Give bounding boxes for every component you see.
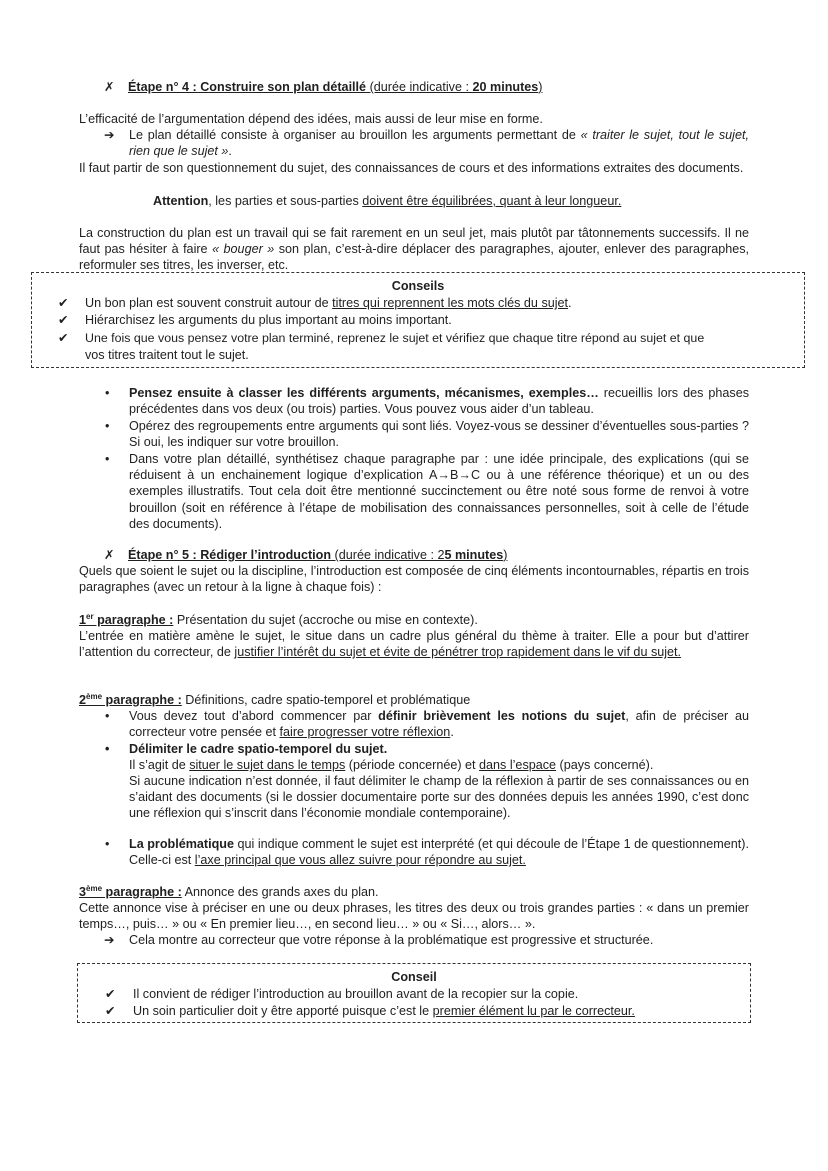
check-icon: ✔ xyxy=(58,331,69,345)
para1-label xyxy=(79,613,173,627)
attention-underlined: doivent être équilibrées, quant à leur longueur. xyxy=(362,194,622,208)
delimiter-espace: dans l’espace xyxy=(479,758,557,772)
etape4-duration-suffix: ) xyxy=(538,80,543,94)
check-icon: ✔ xyxy=(58,296,69,310)
etape5-duration-suffix: ) xyxy=(503,548,508,562)
arrow-mark-2: ➔ xyxy=(104,933,115,947)
conseil-title: Conseil xyxy=(391,970,437,984)
bullet-dot: • xyxy=(105,386,110,400)
definir-mid: , afin de préciser au correcteur votre pensée et xyxy=(129,709,749,740)
delimiter-pre: Il s’agit de xyxy=(129,758,190,772)
para3-heading xyxy=(79,884,749,900)
conseil-item-3-line1: Une fois que vous pensez votre plan terminé, reprenez le sujet et vérifiez que chaque titre répond au sujet et que xyxy=(85,331,705,345)
para2-bullet-delimiter xyxy=(105,741,749,757)
para1-num: 1 xyxy=(79,613,87,627)
conseil2-item-2 xyxy=(133,1003,743,1019)
conseil-box xyxy=(77,963,751,1023)
definir-pre: Vous devez tout d’abord commencer par xyxy=(129,709,379,723)
check-icon: ✔ xyxy=(58,313,69,327)
bullet-regroupements-text: Opérez des regroupements entre arguments qui sont liés. Voyez-vous se dessiner d’éventuelles sous-parties ? Si oui, les indiquer sur votre brouillon. xyxy=(129,419,749,450)
para1-body-underlined: justifier l’intérêt du sujet et évite de pénétrer trop rapidement dans le vif du sujet. xyxy=(234,645,682,660)
delimiter-mid: (période concernée) et xyxy=(345,758,480,772)
attention-text: , les parties et sous-parties xyxy=(208,194,363,208)
arrow-paragraph-plan xyxy=(129,127,749,159)
problematique-underlined: l’axe principal que vous allez suivre pour répondre au sujet. xyxy=(194,853,526,868)
para3-body: Cette annonce vise à préciser en une ou deux phrases, les titres des deux ou trois grandes parties : « dans un premier temps…, puis… » ou « En premier lieu…, en second lieu… » ou « Si…, alors… ». xyxy=(79,901,749,932)
para1-text: Présentation du sujet (accroche ou mise en contexte). xyxy=(173,613,478,627)
attention-bold: Attention xyxy=(153,194,209,208)
para3-label-text: paragraphe : xyxy=(102,885,182,899)
conseil2-item-1: Il convient de rédiger l’introduction au brouillon avant de la recopier sur la copie. xyxy=(133,987,579,1001)
conseils-title: Conseils xyxy=(391,279,445,293)
check-icon: ✔ xyxy=(105,987,116,1001)
para3-label xyxy=(79,885,182,899)
cross-marker: ✗ xyxy=(104,548,115,562)
delimiter-end: (pays concerné). xyxy=(556,758,654,772)
para1-body-pre: L’entrée en matière amène le sujet, le situe dans un cadre plus général du thème à traiter. Elle a pour but d’attirer l’attention du correcteur, de xyxy=(79,629,749,660)
bullet-dot: • xyxy=(105,742,110,756)
paragraph-quels: Quels que soient le sujet ou la discipline, l’introduction est composée de cinq éléments incontournables, répartis en trois paragraphes (avec un retour à la ligne à chaque fois) : xyxy=(79,564,749,595)
paragraph-construction xyxy=(79,225,749,274)
delimiter-line1 xyxy=(129,757,749,773)
para2-bullet-definir xyxy=(105,708,749,740)
arrow-end: . xyxy=(228,144,232,159)
para3-arrow-text: Cela montre au correcteur que votre réponse à la problématique est progressive et structurée. xyxy=(129,933,654,947)
attention-line xyxy=(153,193,753,209)
etape5-duration-prefix: (durée indicative : 2 xyxy=(331,548,445,562)
conseils-box xyxy=(31,272,805,368)
delimiter-temps: situer le sujet dans le temps xyxy=(189,758,346,772)
conseil-item-1 xyxy=(85,295,800,311)
conseil-item-3-line2: vos titres traitent tout le sujet. xyxy=(85,348,249,362)
definir-bold: définir brièvement les notions du sujet xyxy=(378,709,626,723)
conseil-item-1-pre: Un bon plan est souvent construit autour de xyxy=(85,296,333,310)
conseil2-item-2-underlined: premier élément lu par le correcteur. xyxy=(432,1004,635,1018)
bullet-item-regroupements xyxy=(105,418,749,450)
para2-num: 2 xyxy=(79,693,87,707)
bullet-item-classer xyxy=(105,385,749,417)
conseil2-item-2-pre: Un soin particulier doit y être apporté puisque c’est le xyxy=(133,1004,433,1018)
construction-italic: « bouger » xyxy=(212,242,275,257)
etape4-heading xyxy=(104,79,754,95)
paragraph-efficacite: L’efficacité de l’argumentation dépend des idées, mais aussi de leur mise en forme. xyxy=(79,112,543,126)
bullet-plan-detaille-text: Dans votre plan détaillé, synthétisez chaque paragraphe par : une idée principale, des explications (qui se réduisent à un enchainement logique d’explication A→B→C ou à une référence théorique) et un ou des exemples illustratifs. Tout cela doit être mentionné succinctement ou être noté sous forme de renvoi à votre brouillon (soit en référence à l’étape de mobilisation des connaissances personnelles, soit à celle de l’étude des documents). xyxy=(129,452,749,531)
delimiter-line2: Si aucune indication n’est donnée, il faut délimiter le champ de la réflexion à partir de ses connaissances ou en s’aidant des documents (si le dossier documentaire porte sur des données depuis les années 1990, c’est donc une réflexion qui s’inscrit dans l’économie mondiale contemporaine). xyxy=(129,774,749,821)
conseil-item-2: Hiérarchisez les arguments du plus important au moins important. xyxy=(85,313,452,327)
bullet-classer-text: recueillis lors des phases précédentes dans vos deux (ou trois) parties. Vous pouvez vous aider d’un tableau. xyxy=(129,386,749,417)
para2-bullet-problematique xyxy=(105,836,749,868)
etape4-title: Étape n° 4 : Construire son plan détaillé xyxy=(128,80,367,94)
conseil-item-1-post: . xyxy=(568,296,572,310)
bullet-dot: • xyxy=(105,452,110,466)
conseil-item-1-underlined: titres qui reprennent les mots clés du sujet xyxy=(332,296,569,310)
definir-end: . xyxy=(450,725,454,740)
para1-body xyxy=(79,628,749,660)
para1-label-text: paragraphe : xyxy=(93,613,174,627)
para3-sup: ème xyxy=(86,883,103,893)
para2-label-text: paragraphe : xyxy=(102,693,182,707)
etape5-duration-value: 5 minutes xyxy=(444,548,504,562)
para1-heading xyxy=(79,612,749,628)
bullet-dot: • xyxy=(105,837,110,851)
bullet-item-plan-detaille xyxy=(105,451,749,532)
para1-sup: er xyxy=(86,611,94,621)
etape4-duration-value: 20 minutes xyxy=(472,80,539,94)
check-icon: ✔ xyxy=(105,1004,116,1018)
para2-label xyxy=(79,693,182,707)
paragraph-partir: Il faut partir de son questionnement du sujet, des connaissances de cours et des informations extraites des documents. xyxy=(79,161,744,175)
bullet-dot: • xyxy=(105,709,110,723)
problematique-text: qui indique comment le sujet est interprété (et qui découle de l’Étape 1 de questionnement). Celle-ci est xyxy=(129,837,749,868)
arrow-quote: « traiter le sujet, tout le sujet, rien que le sujet » xyxy=(129,128,749,159)
construction-part2: son plan, c’est-à-dire déplacer des paragraphes, ajouter, enlever des paragraphes, reformuler ses titres, les inverser, etc. xyxy=(79,242,750,273)
para2-text: Définitions, cadre spatio-temporel et problématique xyxy=(181,693,471,707)
arrow-text: Le plan détaillé consiste à organiser au brouillon les arguments permettant de xyxy=(129,128,581,142)
etape5-title: Étape n° 5 : Rédiger l’introduction xyxy=(128,548,332,562)
definir-underlined: faire progresser votre réflexion xyxy=(279,725,451,740)
arrow-mark-1: ➔ xyxy=(104,128,115,142)
bullet-classer-bold: Pensez ensuite à classer les différents arguments, mécanismes, exemples… xyxy=(129,386,599,400)
delimiter-bold: Délimiter le cadre spatio-temporel du sujet. xyxy=(129,742,388,756)
para3-text: Annonce des grands axes du plan. xyxy=(181,885,379,899)
para2-sup: ème xyxy=(86,691,103,701)
para3-num: 3 xyxy=(79,885,87,899)
bullet-dot: • xyxy=(105,419,110,433)
cross-marker: ✗ xyxy=(104,80,115,94)
etape5-heading xyxy=(104,547,754,563)
problematique-bold: La problématique xyxy=(129,837,234,851)
construction-part1: La construction du plan est un travail qui se fait rarement en un seul jet, mais plutôt par tâtonnements successifs. Il ne faut pas hésiter à faire xyxy=(79,226,749,257)
etape4-duration-prefix: (durée indicative : xyxy=(366,80,473,94)
para2-heading xyxy=(79,692,749,708)
